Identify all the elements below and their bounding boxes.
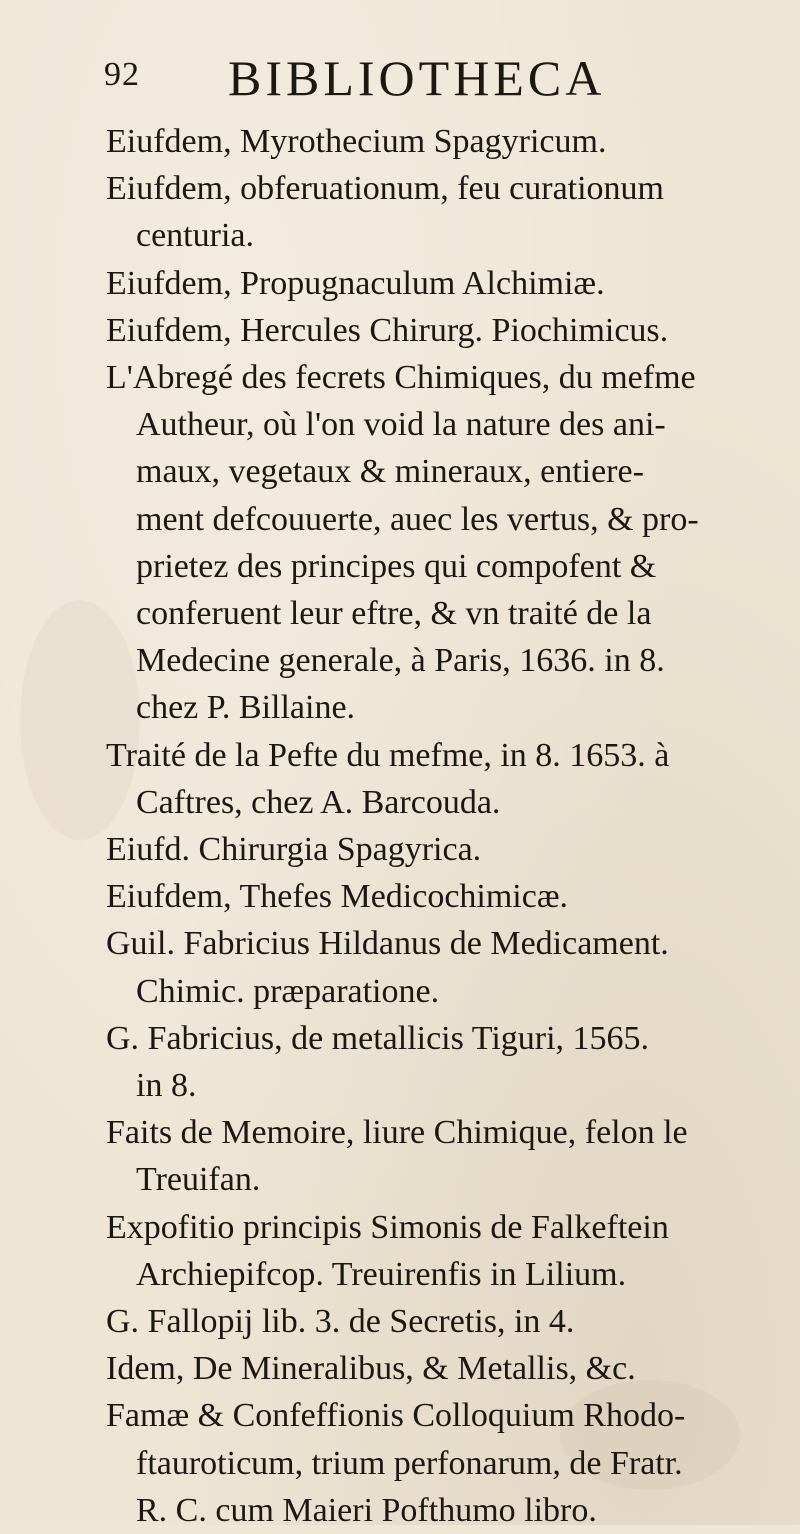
bibliography-entry: [106, 1015, 796, 1109]
entry-continuation-line: ftauroticum, trium perfonarum, de Fratr.: [136, 1444, 683, 1482]
entry-first-line: Idem, De Mineralibus, & Metallis, &c.: [106, 1350, 636, 1388]
bibliography-entry: [106, 1109, 796, 1203]
entry-first-line: L'Abregé des fecrets Chimiques, du mefme: [106, 359, 696, 397]
entry-continuation-line: Chimic. præparatione.: [136, 972, 440, 1010]
bibliography-entry: [106, 1392, 796, 1534]
entry-first-line: G. Fallopij lib. 3. de Secretis, in 4.: [106, 1303, 575, 1341]
bibliography-entry: [106, 732, 796, 826]
entry-continuation-line: R. C. cum Maieri Pofthumo libro.: [136, 1491, 597, 1529]
page-number: 92: [104, 56, 140, 93]
bibliography-entry: [106, 920, 796, 1014]
entry-continuation-line: Autheur, où l'on void la nature des ani-: [136, 406, 666, 444]
entry-first-line: Guil. Fabricius Hildanus de Medicament.: [106, 925, 669, 963]
entry-first-line: Eiufdem, Propugnaculum Alchimiæ.: [106, 264, 605, 302]
bibliography-entry: [106, 826, 796, 873]
entry-first-line: Eiufd. Chirurgia Spagyrica.: [106, 831, 482, 869]
entry-first-line: Famæ & Confeffionis Colloquium Rhodo-: [106, 1397, 686, 1435]
entry-continuation-line: maux, vegetaux & mineraux, entiere-: [136, 453, 644, 491]
entry-first-line: Eiufdem, obferuationum, feu curationum: [106, 170, 664, 208]
bibliography-entry: [106, 354, 796, 732]
entry-first-line: Faits de Memoire, liure Chimique, felon le: [106, 1114, 688, 1152]
bibliography-entry: [106, 260, 796, 307]
entry-continuation-line: conferuent leur eftre, & vn traité de la: [136, 595, 652, 633]
entry-continuation-line: ment defcouuerte, auec les vertus, & pro-: [136, 500, 699, 538]
entry-continuation-line: Treuifan.: [136, 1161, 261, 1199]
bibliography-entries: [106, 118, 796, 1534]
bibliography-entry: [106, 165, 796, 259]
bibliography-entry: [106, 1298, 796, 1345]
bibliography-entry: [106, 1345, 796, 1392]
entry-first-line: Eiufdem, Myrothecium Spagyricum.: [106, 123, 607, 160]
bibliography-entry: [106, 307, 796, 354]
entry-continuation-line: Caftres, chez A. Barcouda.: [136, 783, 501, 821]
bibliography-entry: [106, 118, 796, 165]
entry-continuation-line: chez P. Billaine.: [136, 689, 356, 727]
bibliography-entry: [106, 1204, 796, 1298]
entry-first-line: Eiufdem, Hercules Chirurg. Piochimicus.: [106, 311, 669, 349]
entry-first-line: G. Fabricius, de metallicis Tiguri, 1565.: [106, 1019, 650, 1057]
running-title: BIBLIOTHECA: [228, 50, 606, 106]
entry-first-line: Traité de la Pefte du mefme, in 8. 1653. à: [106, 736, 670, 774]
bibliography-entry: [106, 873, 796, 920]
entry-continuation-line: Archiepifcop. Treuirenfis in Lilium.: [136, 1255, 627, 1293]
entry-first-line: Eiufdem, Thefes Medicochimicæ.: [106, 878, 569, 916]
entry-continuation-line: prietez des principes qui compofent &: [136, 547, 657, 585]
entry-continuation-line: centuria.: [136, 217, 254, 255]
entry-continuation-line: in 8.: [136, 1067, 197, 1105]
entry-continuation-line: Medecine generale, à Paris, 1636. in 8.: [136, 642, 665, 680]
page-header: [104, 52, 704, 112]
entry-first-line: Expofitio principis Simonis de Falkeftein: [106, 1208, 669, 1246]
